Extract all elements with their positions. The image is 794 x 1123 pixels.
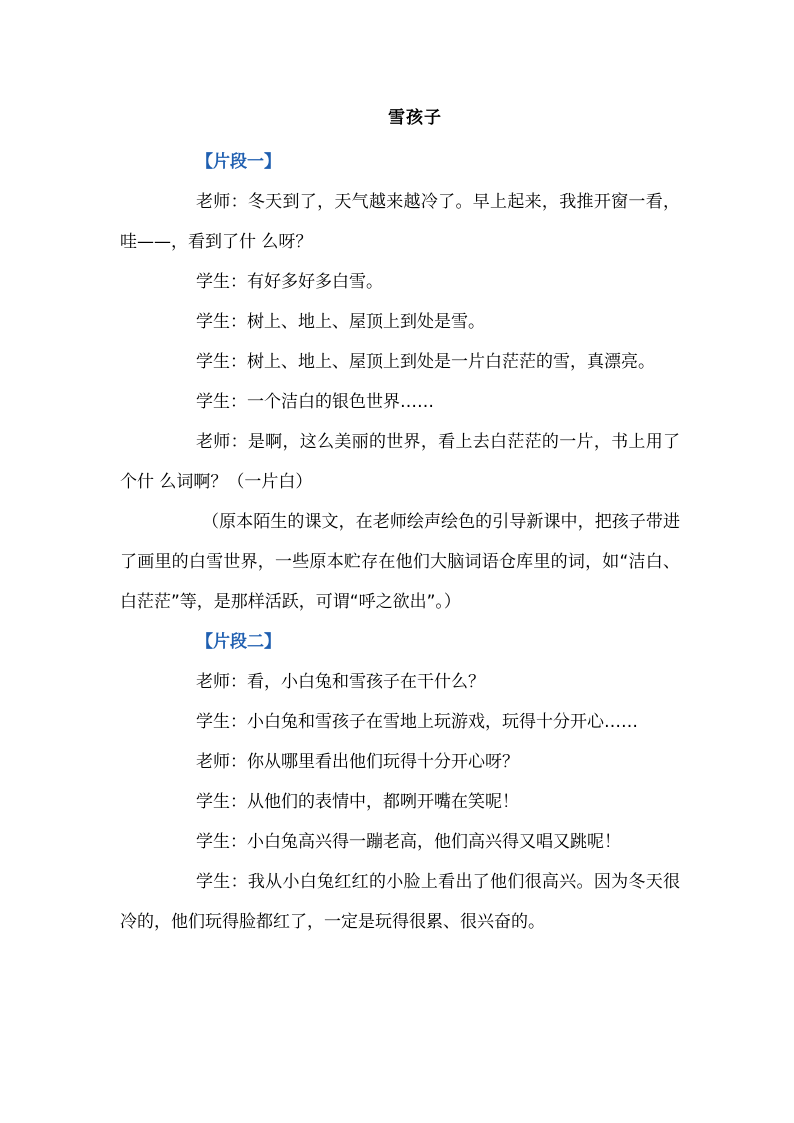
document-title: 雪孩子 (388, 108, 442, 128)
dialogue-line: 老师：冬天到了，天气越来越冷了。早上起来，我推开窗一看，哇——，看到了什 么呀？ (120, 192, 680, 252)
dialogue-line: 学生：有好多好多白雪。 (196, 272, 383, 292)
commentary-note: （原本陌生的课文，在老师绘声绘色的引导新课中，把孩子带进了画里的白雪世界，一些原本贮存在他们大脑词语仓库里的词，如“洁白、白茫茫”等，是那样活跃，可谓“呼之欲出”。） (120, 512, 680, 612)
dialogue-line: 学生：一个洁白的银色世界…… (196, 392, 434, 412)
section-heading: 【片段二】 (196, 632, 281, 652)
dialogue-line: 学生：从他们的表情中，都咧开嘴在笑呢！ (196, 792, 519, 812)
dialogue-line: 学生：树上、地上、屋顶上到处是一片白茫茫的雪，真漂亮。 (196, 352, 655, 372)
dialogue-line: 学生：树上、地上、屋顶上到处是雪。 (196, 312, 485, 332)
section-heading: 【片段一】 (196, 152, 281, 172)
dialogue-line: 老师：你从哪里看出他们玩得十分开心呀？ (196, 752, 519, 772)
dialogue-line: 学生：小白兔高兴得一蹦老高，他们高兴得又唱又跳呢！ (196, 832, 621, 852)
dialogue-line: 学生：小白兔和雪孩子在雪地上玩游戏，玩得十分开心…… (196, 712, 638, 732)
dialogue-line: 老师：是啊，这么美丽的世界，看上去白茫茫的一片，书上用了个什 么词啊？（一片白） (120, 432, 680, 492)
dialogue-line: 老师：看，小白兔和雪孩子在干什么？ (196, 672, 485, 692)
document-body (120, 142, 680, 942)
dialogue-line: 学生：我从小白兔红红的小脸上看出了他们很高兴。因为冬天很冷的，他们玩得脸都红了，一定是玩得很累、很兴奋的。 (120, 872, 680, 932)
